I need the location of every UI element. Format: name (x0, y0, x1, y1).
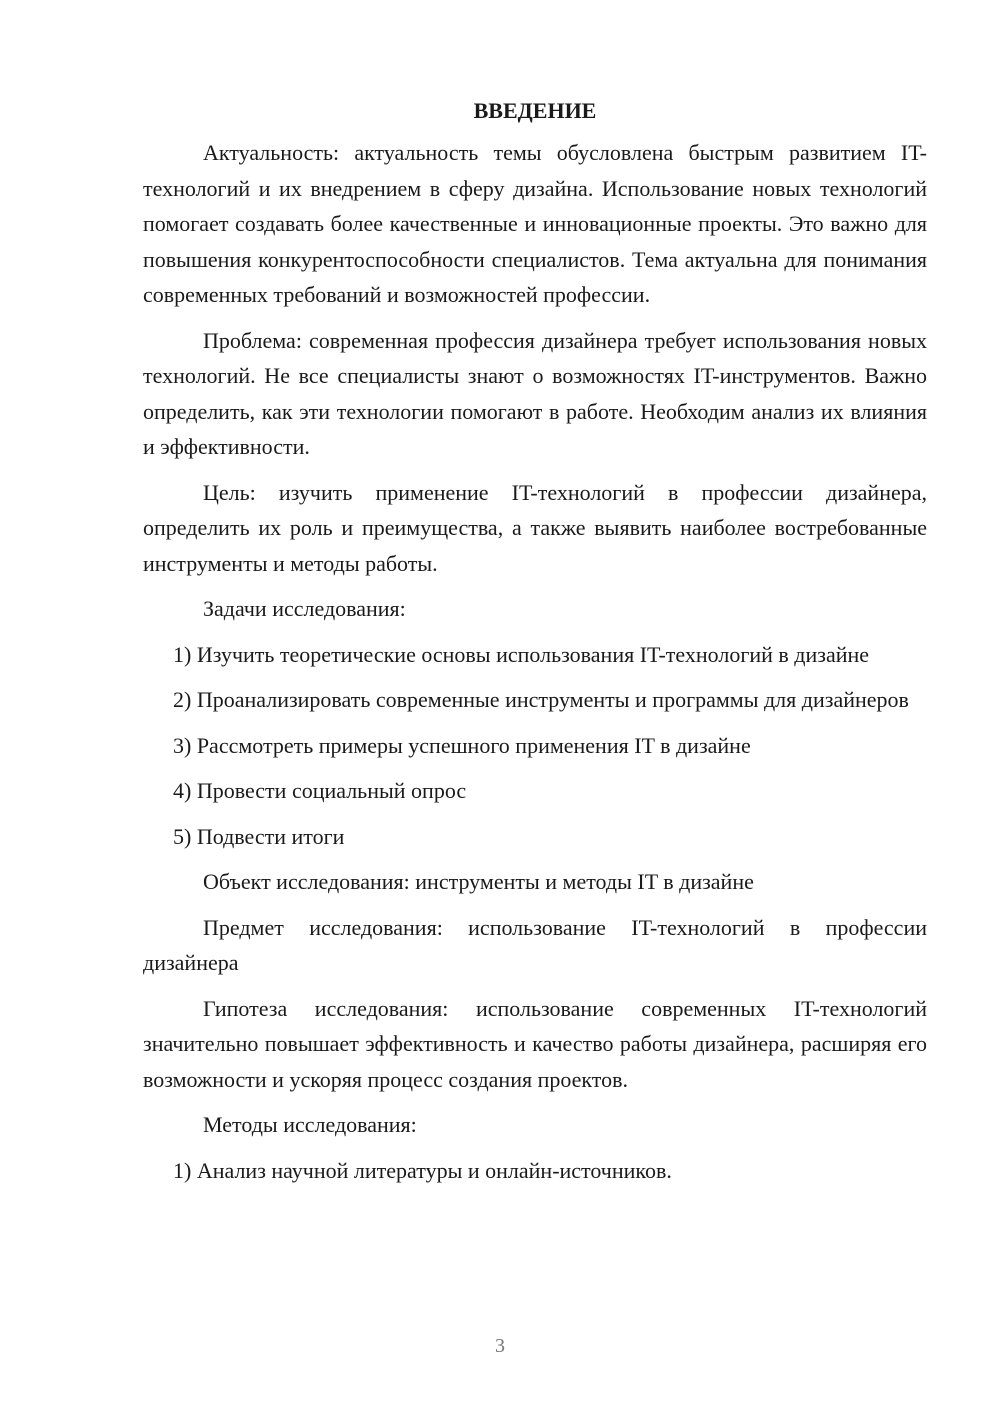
object-paragraph: Объект исследования: инструменты и методы IT в дизайне (203, 869, 754, 894)
hypothesis-paragraph: Гипотеза исследования: использование современных IT-технологий значительно повышает эффективность и качество работы дизайнера, расширяя его возможности и ускоряя процесс создания проектов. (143, 995, 927, 1092)
page-number: 3 (495, 1335, 505, 1357)
problem-paragraph: Проблема: современная профессия дизайнера требует использования новых технологий. Не все специалисты знают о возможностях IT-инструментов. Важно определить, как эти технологии помогают в работе. Необходим анализ их влияния и эффективности. (143, 327, 927, 459)
document-page (143, 96, 927, 1198)
tasks-heading: Задачи исследования: (203, 596, 406, 621)
subject-paragraph: Предмет исследования: использование IT-технологий в профессии дизайнера (143, 914, 927, 975)
task-item-3: 3) Рассмотреть примеры успешного применения IT в дизайне (173, 732, 751, 758)
goal-paragraph: Цель: изучить применение IT-технологий в профессии дизайнера, определить их роль и преимущества, а также выявить наиболее востребованные инструменты и методы работы. (143, 479, 927, 576)
section-title: ВВЕДЕНИЕ (473, 98, 597, 123)
task-item-4: 4) Провести социальный опрос (173, 778, 467, 803)
task-item-2: 2) Проанализировать современные инструменты и программы для дизайнеров (173, 687, 909, 712)
task-item-1: 1) Изучить теоретические основы использования IT-технологий в дизайне (173, 641, 870, 667)
methods-heading: Методы исследования: (203, 1112, 417, 1137)
relevance-paragraph: Актуальность: актуальность темы обусловлена быстрым развитием IT-технологий и их внедрением в сферу дизайна. Использование новых технологий помогает создавать более качественные и инновационные проекты. Это важно для повышения конкурентоспособности специалистов. Тема актуальна для понимания современных требований и возможностей профессии. (143, 140, 927, 307)
task-item-5: 5) Подвести итоги (173, 823, 345, 849)
method-item-1: 1) Анализ научной литературы и онлайн-источников. (173, 1157, 672, 1183)
